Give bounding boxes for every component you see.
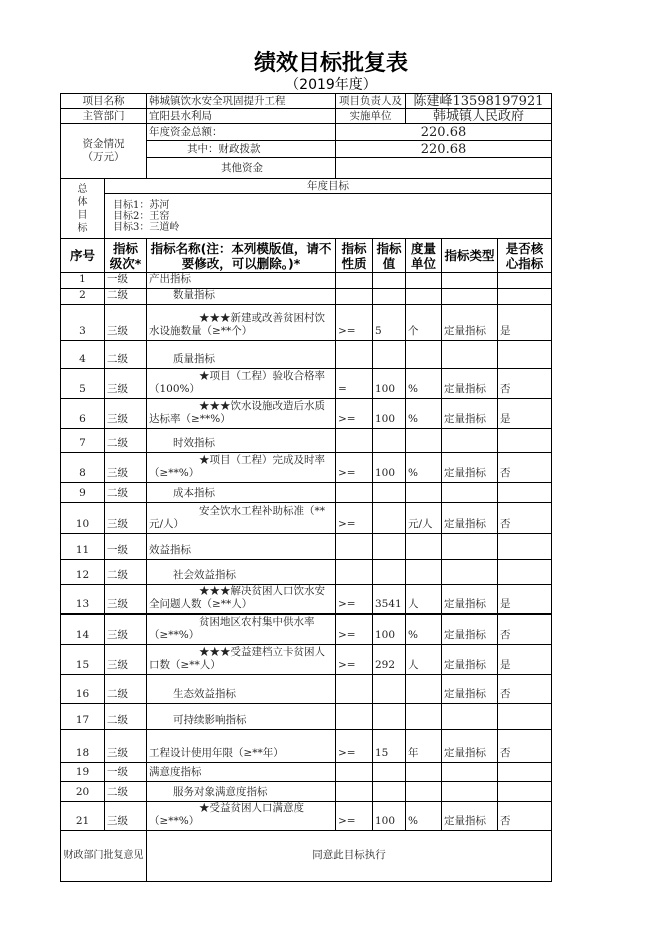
cell-op[interactable] — [336, 341, 373, 369]
cell-name[interactable]: 质量指标 — [147, 341, 336, 369]
cell-no[interactable]: 19 — [61, 762, 105, 781]
cell-type[interactable]: 定量指标 — [442, 729, 498, 762]
table-row — [61, 503, 552, 534]
cell-val[interactable] — [373, 429, 406, 453]
cell-unit[interactable]: 人 — [406, 585, 442, 615]
cell-name[interactable]: 服务对象满意度指标 — [147, 781, 336, 801]
cell-level[interactable]: 三级 — [105, 614, 147, 644]
cell-val[interactable] — [373, 289, 406, 305]
cell-op[interactable] — [336, 429, 373, 453]
cell-level[interactable]: 二级 — [105, 429, 147, 453]
cell-type[interactable]: 定量指标 — [442, 503, 498, 534]
cell-type[interactable] — [442, 429, 498, 453]
cell-level[interactable]: 二级 — [105, 781, 147, 801]
cell-name[interactable]: 产出指标 — [147, 273, 336, 289]
leader-label: 项目负责人及 — [336, 94, 406, 109]
table-row — [61, 614, 552, 644]
cell-val[interactable] — [373, 534, 406, 560]
cell-op[interactable] — [336, 781, 373, 801]
cell-op[interactable] — [336, 273, 373, 289]
cell-op[interactable]: >= — [336, 644, 373, 674]
approval-label: 财政部门批复意见 — [61, 830, 147, 881]
cell-core[interactable] — [498, 781, 552, 801]
cell-core[interactable]: 是 — [498, 644, 552, 674]
cell-name[interactable]: ★★★饮水设施改造后水质达标率（≥**%） — [147, 399, 336, 429]
table-row — [61, 289, 552, 305]
cell-unit[interactable] — [406, 674, 442, 703]
cell-val[interactable]: 3541 — [373, 585, 406, 615]
approval-text[interactable]: 同意此目标执行 — [147, 830, 552, 881]
cell-name[interactable]: ★受益贫困人口满意度（≥**%） — [147, 801, 336, 830]
cell-type[interactable] — [442, 483, 498, 503]
cell-no[interactable]: 10 — [61, 503, 105, 534]
col-header-value: 指标值 — [373, 239, 406, 273]
cell-val[interactable] — [373, 781, 406, 801]
table-row — [61, 369, 552, 399]
cell-level[interactable]: 三级 — [105, 369, 147, 399]
cell-unit[interactable]: % — [406, 801, 442, 830]
cell-op[interactable]: = — [336, 369, 373, 399]
col-header-type: 指标类型 — [442, 239, 498, 273]
cell-name[interactable]: 生态效益指标 — [147, 674, 336, 703]
cell-level[interactable]: 三级 — [105, 585, 147, 615]
cell-core[interactable]: 是 — [498, 399, 552, 429]
cell-name[interactable]: ★项目（工程）完成及时率（≥**%） — [147, 453, 336, 483]
cell-no[interactable]: 11 — [61, 534, 105, 560]
cell-name[interactable]: 时效指标 — [147, 429, 336, 453]
cell-type[interactable] — [442, 560, 498, 585]
cell-op[interactable] — [336, 289, 373, 305]
table-row — [61, 305, 552, 341]
annual-goal-label: 年度目标 — [105, 179, 552, 194]
project-name-label: 项目名称 — [61, 94, 147, 109]
table-row — [61, 729, 552, 762]
cell-unit[interactable] — [406, 762, 442, 781]
cell-op[interactable] — [336, 560, 373, 585]
cell-level[interactable]: 二级 — [105, 674, 147, 703]
cell-level[interactable]: 二级 — [105, 703, 147, 729]
table-row — [61, 560, 552, 585]
cell-val[interactable]: 100 — [373, 614, 406, 644]
impl-label: 实施单位 — [336, 109, 406, 124]
cell-unit[interactable] — [406, 483, 442, 503]
col-header-core: 是否核心指标 — [498, 239, 552, 273]
cell-type[interactable]: 定量指标 — [442, 305, 498, 341]
cell-no[interactable]: 2 — [61, 289, 105, 305]
cell-val[interactable] — [373, 674, 406, 703]
cell-unit[interactable] — [406, 289, 442, 305]
fiscal-value[interactable]: 220.68 — [336, 141, 552, 158]
cell-core[interactable] — [498, 341, 552, 369]
cell-no[interactable]: 14 — [61, 614, 105, 644]
overall-goal-label — [61, 179, 105, 239]
fiscal-label: 其中：财政拨款 — [147, 141, 336, 158]
cell-val[interactable] — [373, 341, 406, 369]
cell-type[interactable]: 定量指标 — [442, 399, 498, 429]
table-row — [61, 585, 552, 615]
cell-no[interactable]: 18 — [61, 729, 105, 762]
cell-type[interactable]: 定量指标 — [442, 674, 498, 703]
cell-val[interactable]: 100 — [373, 801, 406, 830]
cell-level[interactable]: 三级 — [105, 729, 147, 762]
cell-op[interactable] — [336, 534, 373, 560]
cell-val[interactable] — [373, 703, 406, 729]
cell-unit[interactable] — [406, 560, 442, 585]
cell-no[interactable]: 17 — [61, 703, 105, 729]
cell-name[interactable]: ★项目（工程）验收合格率（100%） — [147, 369, 336, 399]
cell-val[interactable]: 100 — [373, 369, 406, 399]
table-row — [61, 534, 552, 560]
cell-unit[interactable] — [406, 429, 442, 453]
cell-core[interactable] — [498, 703, 552, 729]
cell-no[interactable]: 3 — [61, 305, 105, 341]
cell-level[interactable]: 三级 — [105, 453, 147, 483]
cell-core[interactable]: 否 — [498, 614, 552, 644]
dept-value[interactable]: 宜阳县水利局 — [147, 109, 336, 124]
cell-unit[interactable]: 年 — [406, 729, 442, 762]
cell-op[interactable] — [336, 674, 373, 703]
cell-unit[interactable]: % — [406, 369, 442, 399]
cell-op[interactable]: >= — [336, 585, 373, 615]
impl-value[interactable]: 韩城镇人民政府 — [406, 109, 552, 124]
cell-unit[interactable] — [406, 273, 442, 289]
goal-item: 目标2：王窑 — [113, 210, 170, 222]
cell-core[interactable]: 否 — [498, 674, 552, 703]
cell-no[interactable]: 6 — [61, 399, 105, 429]
cell-type[interactable] — [442, 534, 498, 560]
table-row — [61, 644, 552, 674]
cell-core[interactable] — [498, 273, 552, 289]
cell-type[interactable]: 定量指标 — [442, 369, 498, 399]
cell-op[interactable]: >= — [336, 305, 373, 341]
cell-core[interactable] — [498, 429, 552, 453]
annual-goal-list[interactable] — [105, 194, 552, 239]
cell-op[interactable]: >= — [336, 453, 373, 483]
cell-no[interactable]: 4 — [61, 341, 105, 369]
cell-type[interactable] — [442, 703, 498, 729]
cell-unit[interactable]: 个 — [406, 305, 442, 341]
col-header-nature: 指标性质 — [336, 239, 373, 273]
table-row — [61, 429, 552, 453]
overall-goal-text: 总体目标 — [77, 183, 88, 234]
cell-val[interactable]: 5 — [373, 305, 406, 341]
cell-core[interactable] — [498, 560, 552, 585]
cell-core[interactable]: 否 — [498, 729, 552, 762]
table-row — [61, 453, 552, 483]
cell-name[interactable]: 可持续影响指标 — [147, 703, 336, 729]
table-row — [61, 674, 552, 703]
annual-total-value[interactable]: 220.68 — [336, 124, 552, 141]
cell-unit[interactable] — [406, 781, 442, 801]
cell-no[interactable]: 15 — [61, 644, 105, 674]
dept-label: 主管部门 — [61, 109, 147, 124]
cell-no[interactable]: 9 — [61, 483, 105, 503]
table-row — [61, 341, 552, 369]
cell-op[interactable]: >= — [336, 729, 373, 762]
cell-core[interactable]: 是 — [498, 585, 552, 615]
cell-level[interactable]: 三级 — [105, 644, 147, 674]
cell-type[interactable] — [442, 781, 498, 801]
cell-unit[interactable]: % — [406, 614, 442, 644]
cell-name[interactable]: 贫困地区农村集中供水率（≥**%） — [147, 614, 336, 644]
table-row — [61, 703, 552, 729]
cell-unit[interactable] — [406, 703, 442, 729]
cell-no[interactable]: 8 — [61, 453, 105, 483]
cell-op[interactable] — [336, 762, 373, 781]
cell-core[interactable] — [498, 483, 552, 503]
cell-core[interactable]: 否 — [498, 801, 552, 830]
cell-unit[interactable]: 人 — [406, 644, 442, 674]
cell-val[interactable] — [373, 762, 406, 781]
cell-name[interactable]: 安全饮水工程补助标准（**元/人） — [147, 503, 336, 534]
cell-unit[interactable]: % — [406, 399, 442, 429]
cell-type[interactable]: 定量指标 — [442, 644, 498, 674]
cell-name[interactable]: 工程设计使用年限（≥**年） — [147, 729, 336, 762]
cell-core[interactable] — [498, 534, 552, 560]
table-row — [61, 781, 552, 801]
cell-name[interactable]: 社会效益指标 — [147, 560, 336, 585]
cell-op[interactable] — [336, 483, 373, 503]
cell-name[interactable]: 效益指标 — [147, 534, 336, 560]
table-row — [61, 483, 552, 503]
col-header-unit: 度量单位 — [406, 239, 442, 273]
page-title: 绩效目标批复表 — [253, 51, 408, 76]
cell-type[interactable] — [442, 762, 498, 781]
cell-type[interactable]: 定量指标 — [442, 801, 498, 830]
column-header-row — [61, 239, 552, 273]
cell-op[interactable]: >= — [336, 614, 373, 644]
cell-val[interactable] — [373, 560, 406, 585]
cell-no[interactable]: 12 — [61, 560, 105, 585]
cell-level[interactable]: 二级 — [105, 560, 147, 585]
table-row — [61, 399, 552, 429]
table-row — [61, 273, 552, 289]
cell-val[interactable]: 292 — [373, 644, 406, 674]
cell-core[interactable]: 是 — [498, 305, 552, 341]
cell-type[interactable] — [442, 341, 498, 369]
cell-core[interactable] — [498, 289, 552, 305]
cell-type[interactable] — [442, 289, 498, 305]
funds-label: 资金情况（万元） — [61, 124, 147, 179]
cell-op[interactable]: >= — [336, 503, 373, 534]
cell-core[interactable]: 否 — [498, 503, 552, 534]
performance-target-table — [60, 93, 552, 882]
page-subtitle: （2019年度） — [285, 77, 377, 93]
goal-item: 目标3：三道岭 — [113, 221, 180, 233]
cell-no[interactable]: 21 — [61, 801, 105, 830]
cell-val[interactable] — [373, 503, 406, 534]
cell-name[interactable]: 满意度指标 — [147, 762, 336, 781]
cell-level[interactable]: 三级 — [105, 503, 147, 534]
cell-level[interactable]: 二级 — [105, 483, 147, 503]
col-header-no: 序号 — [61, 239, 105, 273]
cell-unit[interactable] — [406, 534, 442, 560]
cell-level[interactable]: 一级 — [105, 534, 147, 560]
cell-type[interactable]: 定量指标 — [442, 614, 498, 644]
table-row — [61, 801, 552, 830]
cell-val[interactable]: 100 — [373, 453, 406, 483]
cell-level[interactable]: 一级 — [105, 273, 147, 289]
cell-unit[interactable]: % — [406, 453, 442, 483]
col-header-level: 指标级次* — [105, 239, 147, 273]
cell-name[interactable]: ★★★新建或改善贫困村饮水设施数量（≥**个） — [147, 305, 336, 341]
cell-val[interactable]: 100 — [373, 399, 406, 429]
cell-type[interactable]: 定量指标 — [442, 585, 498, 615]
project-name-value[interactable]: 韩城镇饮水安全巩固提升工程 — [147, 94, 336, 109]
col-header-name: 指标名称(注：本列模版值，请不要修改，可以删除。)* — [147, 239, 336, 273]
cell-core[interactable]: 否 — [498, 453, 552, 483]
cell-op[interactable]: >= — [336, 399, 373, 429]
cell-op[interactable]: >= — [336, 801, 373, 830]
cell-op[interactable] — [336, 703, 373, 729]
cell-level[interactable]: 二级 — [105, 341, 147, 369]
cell-no[interactable]: 13 — [61, 585, 105, 615]
cell-unit[interactable] — [406, 341, 442, 369]
cell-level[interactable]: 三级 — [105, 801, 147, 830]
cell-core[interactable]: 否 — [498, 369, 552, 399]
cell-val[interactable] — [373, 483, 406, 503]
cell-no[interactable]: 5 — [61, 369, 105, 399]
cell-unit[interactable]: 元/人 — [406, 503, 442, 534]
cell-no[interactable]: 20 — [61, 781, 105, 801]
cell-name[interactable]: 成本指标 — [147, 483, 336, 503]
cell-type[interactable] — [442, 273, 498, 289]
cell-val[interactable]: 15 — [373, 729, 406, 762]
cell-level[interactable]: 三级 — [105, 399, 147, 429]
cell-no[interactable]: 7 — [61, 429, 105, 453]
annual-total-label: 年度资金总额： — [147, 124, 336, 141]
leader-value[interactable]: 陈建峰13598197921 — [406, 94, 552, 109]
cell-level[interactable]: 一级 — [105, 762, 147, 781]
cell-name[interactable]: ★★★受益建档立卡贫困人口数（≥**人） — [147, 644, 336, 674]
cell-val[interactable] — [373, 273, 406, 289]
cell-name[interactable]: 数量指标 — [147, 289, 336, 305]
cell-no[interactable]: 16 — [61, 674, 105, 703]
cell-no[interactable]: 1 — [61, 273, 105, 289]
other-funds-value[interactable] — [336, 158, 552, 179]
table-row — [61, 762, 552, 781]
cell-level[interactable]: 二级 — [105, 289, 147, 305]
cell-level[interactable]: 三级 — [105, 305, 147, 341]
cell-name[interactable]: ★★★解决贫困人口饮水安全问题人数（≥**人） — [147, 585, 336, 615]
goal-item: 目标1：苏河 — [113, 199, 170, 211]
other-funds-label: 其他资金 — [147, 158, 336, 179]
cell-type[interactable]: 定量指标 — [442, 453, 498, 483]
cell-core[interactable] — [498, 762, 552, 781]
